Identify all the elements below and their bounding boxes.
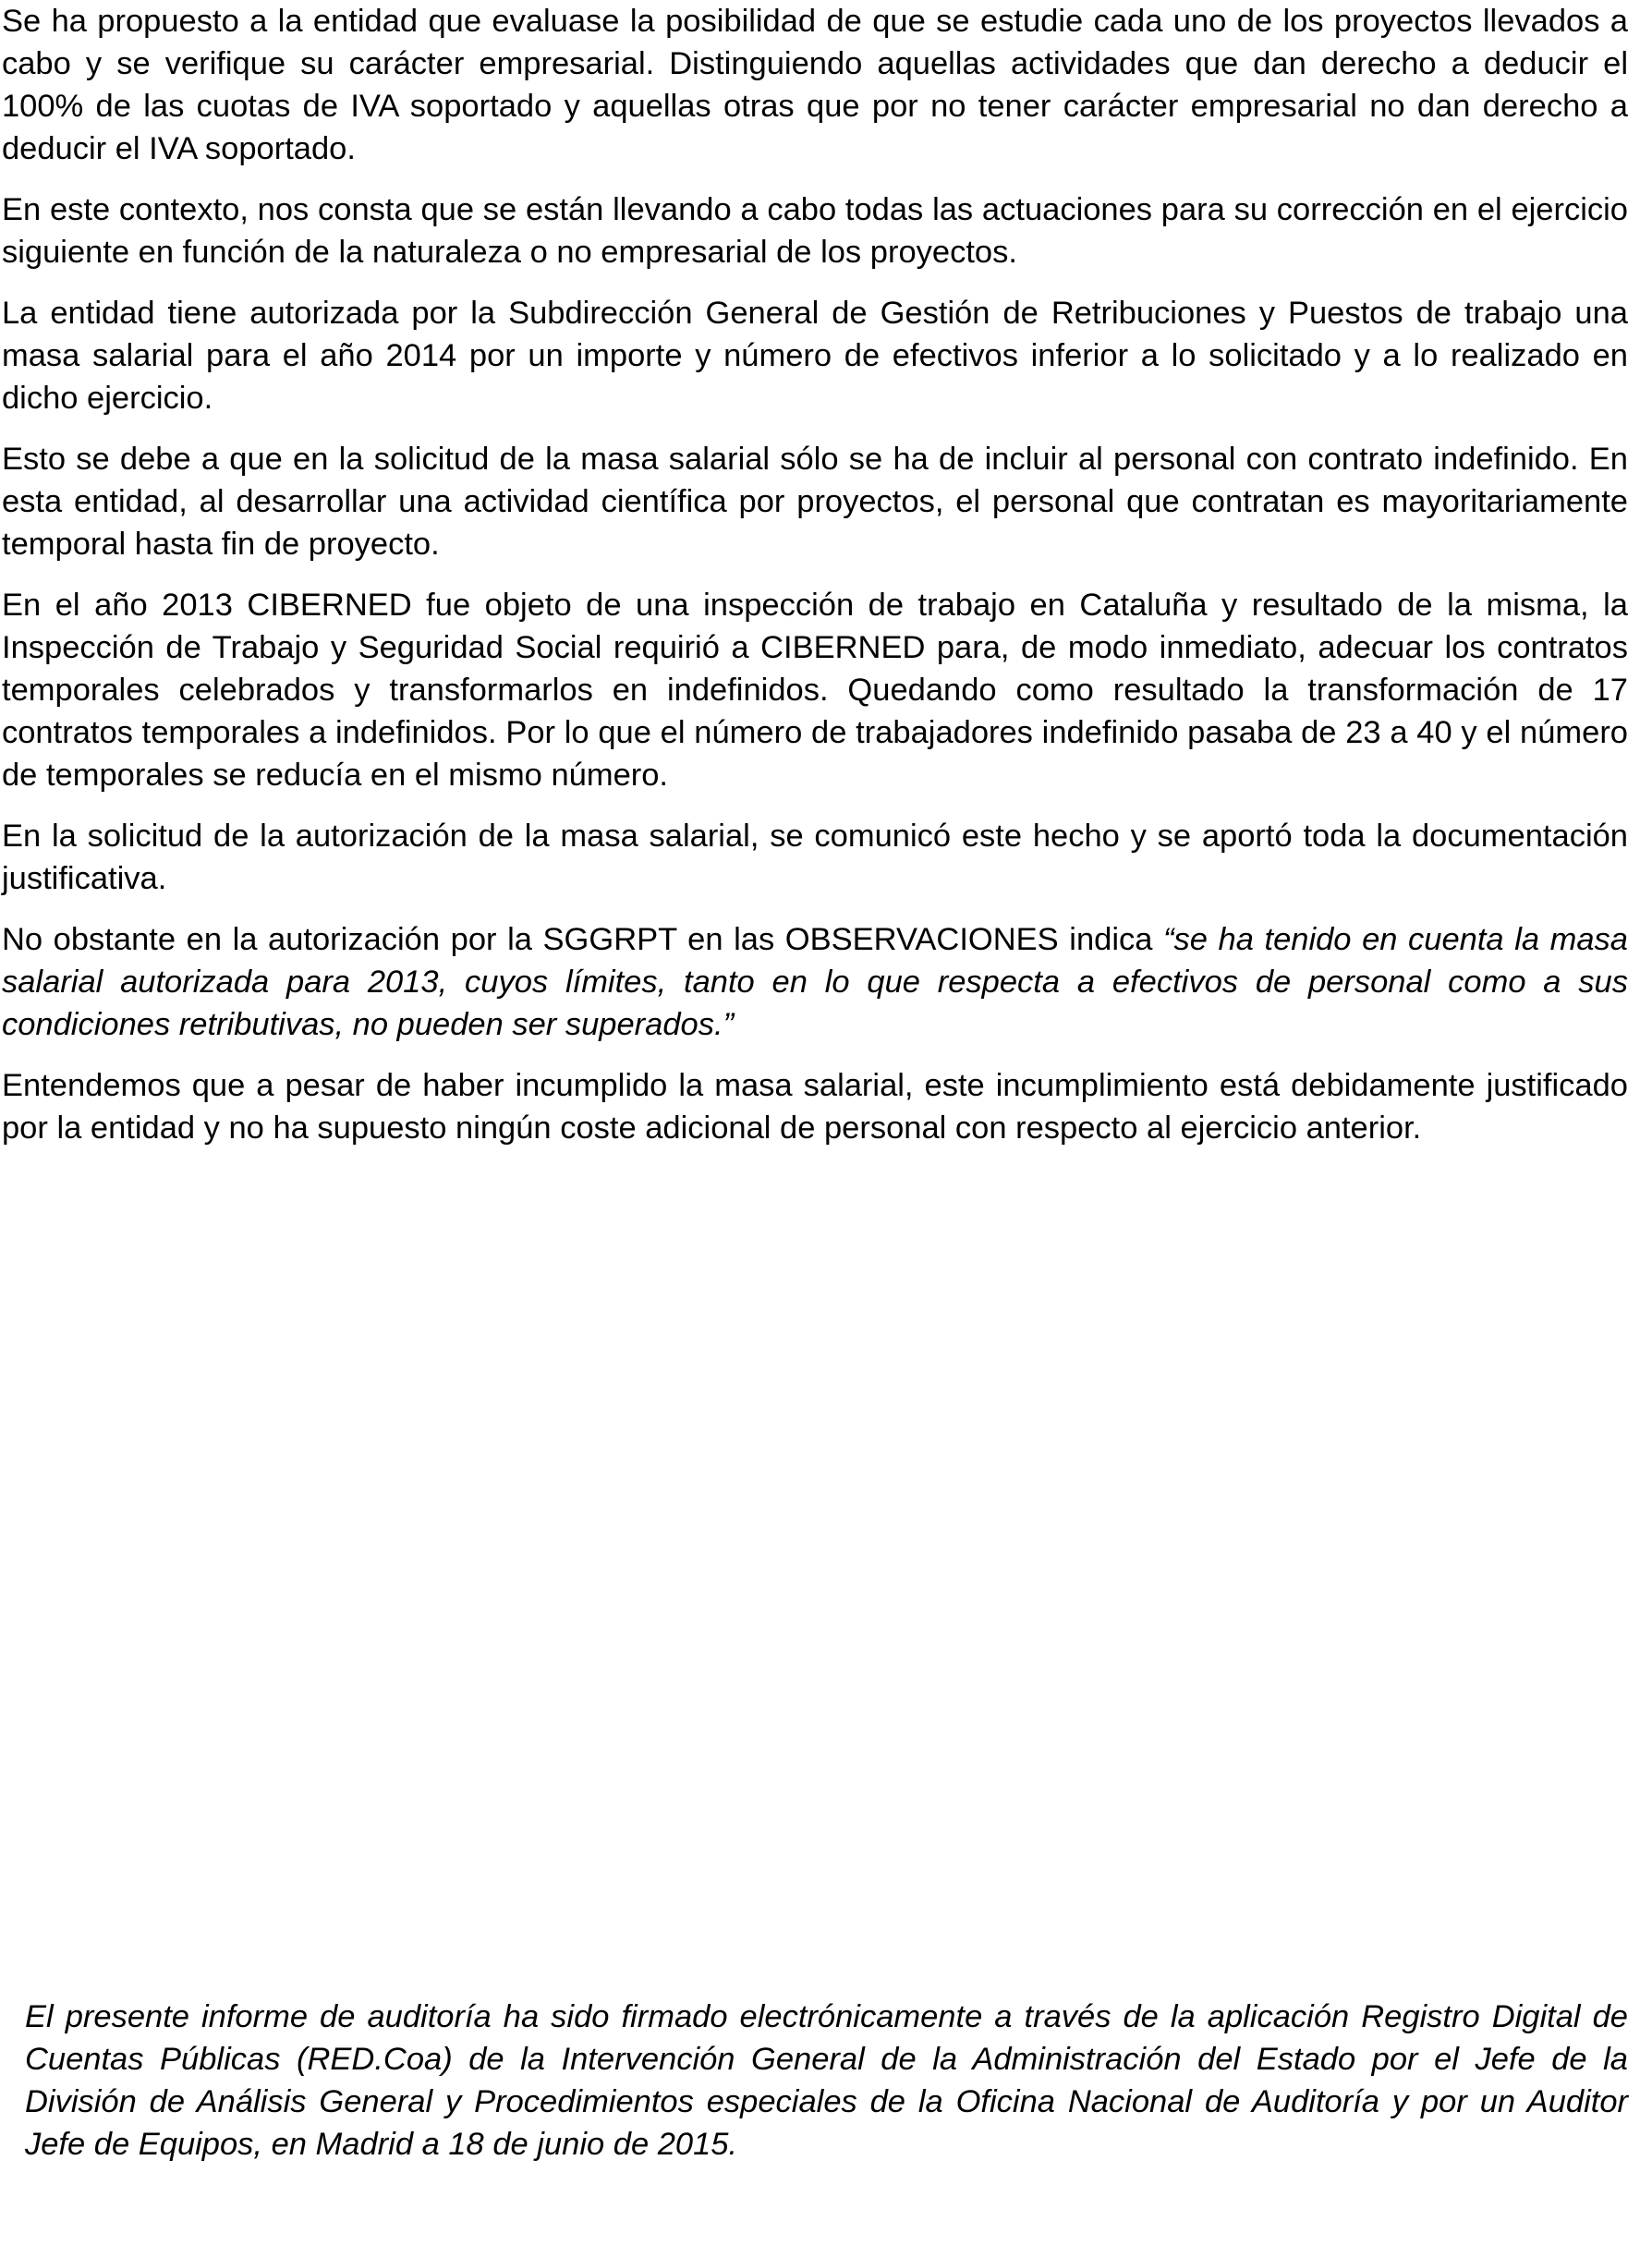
paragraph-indefinite-contracts: Esto se debe a que en la solicitud de la masa salarial sólo se ha de incluir al personal con contrato indefinido. En esta entidad, al desarrollar una actividad científica por proyectos, el personal que contratan es mayoritariamente temporal hasta fin de proyecto. <box>2 442 1628 562</box>
paragraph-labor-inspection: En el año 2013 CIBERNED fue objeto de una inspección de trabajo en Cataluña y resultado de la misma, la Inspección de Trabajo y Seguridad Social requirió a CIBERNED para, de modo inmediato, adecuar los contratos temporales celebrados y transformarlos en indefinidos. Quedando como resultado la transformación de 17 contratos temporales a indefinidos. Por lo que el número de trabajadores indefinido pasaba de 23 a 40 y el número de temporales se reducía en el mismo número. <box>2 588 1628 793</box>
observations-quote: “se ha tenido en cuenta la masa salarial autorizada para 2013, cuyos límites, tanto en lo que respecta a efectivos de personal como a sus condiciones retributivas, no pueden ser superados.” <box>2 922 1628 1042</box>
paragraph-salary-mass-authorization: La entidad tiene autorizada por la Subdirección General de Gestión de Retribuciones y Puestos de trabajo una masa salarial para el año 2014 por un importe y número de efectivos inferior a lo solicitado y a lo realizado en dicho ejercicio. <box>2 296 1628 416</box>
document-body <box>2 0 1628 1168</box>
paragraph-conclusion: Entendemos que a pesar de haber incumplido la masa salarial, este incumplimiento está debidamente justificado por la entidad y no ha supuesto ningún coste adicional de personal con respecto al ejercicio anterior. <box>2 1068 1628 1146</box>
paragraph-iva-deduction: Se ha propuesto a la entidad que evaluase la posibilidad de que se estudie cada uno de los proyectos llevados a cabo y se verifique su carácter empresarial. Distinguiendo aquellas actividades que dan derecho a deducir el 100% de las cuotas de IVA soportado y aquellas otras que por no tener carácter empresarial no dan derecho a deducir el IVA soportado. <box>2 4 1628 166</box>
paragraph-correction-context: En este contexto, nos consta que se están llevando a cabo todas las actuaciones para su corrección en el ejercicio siguiente en función de la naturaleza o no empresarial de los proyectos. <box>2 192 1628 270</box>
paragraph-request-justification: En la solicitud de la autorización de la masa salarial, se comunicó este hecho y se aportó toda la documentación justificativa. <box>2 819 1628 896</box>
paragraph-observations <box>2 918 1628 1046</box>
observations-intro: No obstante en la autorización por la SGGRPT en las OBSERVACIONES indica <box>2 922 1164 957</box>
electronic-signature-note: El presente informe de auditoría ha sido firmado electrónicamente a través de la aplicación Registro Digital de Cuentas Públicas (RED.Coa) de la Intervención General de la Administración del Estado por el Jefe de la División de Análisis General y Procedimientos especiales de la Oficina Nacional de Auditoría y por un Auditor Jefe de Equipos, en Madrid a 18 de junio de 2015. <box>25 1999 1628 2162</box>
